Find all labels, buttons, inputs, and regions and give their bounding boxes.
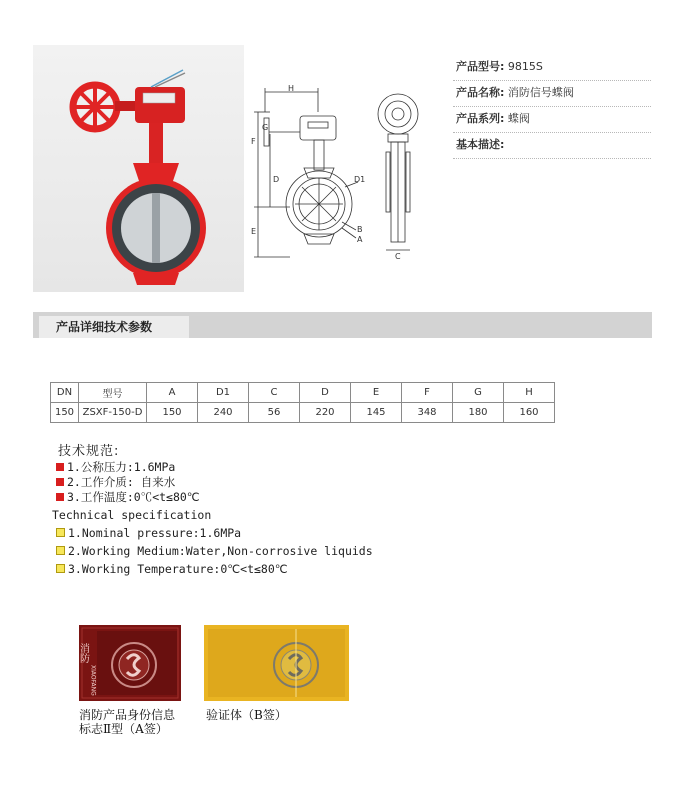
tech-cn-title: 技术规范:: [58, 444, 120, 459]
tech-cn-text: 1.公称压力:1.6MPa: [67, 460, 176, 474]
tech-en-item: [56, 562, 288, 576]
bullet-icon: [56, 546, 65, 555]
product-info: [453, 55, 651, 159]
table-cell: 240: [198, 403, 249, 423]
tech-en-text: 3.Working Temperature:0℃<t≤80℃: [68, 562, 288, 576]
table-header-cell: H: [504, 383, 555, 403]
table-cell: 180: [453, 403, 504, 423]
label-h: H: [288, 84, 295, 93]
tech-cn-item: [56, 474, 175, 490]
table-cell: 220: [300, 403, 351, 423]
info-desc-label: 基本描述:: [456, 138, 505, 151]
table-cell: 145: [351, 403, 402, 423]
info-name-label: 产品名称:: [456, 86, 505, 99]
bullet-icon: [56, 463, 64, 471]
bullet-icon: [56, 493, 64, 501]
badge-a-image: [79, 625, 181, 701]
tech-en-text: 2.Working Medium:Water,Non-corrosive liquids: [68, 544, 373, 558]
table-cell: 56: [249, 403, 300, 423]
table-header-cell: C: [249, 383, 300, 403]
table-cell: 150: [147, 403, 198, 423]
table-header-cell: D: [300, 383, 351, 403]
label-a: A: [357, 235, 363, 244]
tech-en-item: [56, 526, 241, 540]
info-series-value: 蝶阀: [507, 112, 530, 125]
tech-en-item: [56, 544, 373, 558]
table-header-row: [51, 383, 555, 403]
table-header-cell: DN: [51, 383, 79, 403]
badge-a-caption: [79, 708, 175, 736]
info-desc: [453, 133, 651, 159]
bullet-icon: [56, 564, 65, 573]
badge-a-cn: 消防: [77, 643, 89, 663]
badge-a-caption-line1: 消防产品身份信息: [79, 708, 176, 722]
tech-en-text: 1.Nominal pressure:1.6MPa: [68, 526, 242, 540]
label-b: B: [357, 225, 363, 234]
table-header-cell: G: [453, 383, 504, 403]
table-row: [51, 403, 555, 423]
info-model: [453, 55, 651, 81]
tech-cn-item: [56, 459, 175, 475]
badge-a-en: XIAOFANG: [89, 665, 97, 696]
info-series: [453, 107, 651, 133]
table-header-cell: A: [147, 383, 198, 403]
section-title: 产品详细技术参数: [39, 316, 189, 338]
dimension-drawing: [250, 82, 440, 262]
table-header-cell: D1: [198, 383, 249, 403]
label-c: C: [395, 252, 401, 261]
tech-cn-text: 2.工作介质: 自来水: [67, 475, 176, 489]
badge-b-caption: 验证体（B签）: [206, 708, 287, 722]
info-series-label: 产品系列:: [456, 112, 505, 125]
info-name-value: 消防信号蝶阀: [507, 86, 574, 99]
tech-cn-item: [56, 489, 200, 505]
label-d: D: [273, 175, 280, 184]
bullet-icon: [56, 478, 64, 486]
table-header-cell: F: [402, 383, 453, 403]
info-model-value: 9815S: [507, 60, 543, 73]
product-photo: [33, 45, 244, 292]
tech-en-title: Technical specification: [52, 508, 212, 522]
label-g: G: [262, 123, 269, 132]
label-e: E: [251, 227, 257, 236]
table-cell: 160: [504, 403, 555, 423]
info-model-label: 产品型号:: [456, 60, 505, 73]
badge-b-image: [204, 625, 349, 701]
label-d1: D1: [354, 175, 366, 184]
table-cell: 150: [51, 403, 79, 423]
spec-table: [50, 382, 555, 423]
butterfly-valve-image: [33, 45, 244, 292]
label-f: F: [251, 137, 256, 146]
info-name: [453, 81, 651, 107]
section-header: [33, 312, 652, 338]
table-cell: 348: [402, 403, 453, 423]
tech-cn-text: 3.工作温度:0℃<t≤80℃: [67, 490, 200, 504]
table-cell: ZSXF-150-D: [79, 403, 147, 423]
table-header-cell: 型号: [79, 383, 147, 403]
table-header-cell: E: [351, 383, 402, 403]
bullet-icon: [56, 528, 65, 537]
badge-a-caption-line2: 标志Ⅱ型（A签）: [79, 722, 168, 736]
